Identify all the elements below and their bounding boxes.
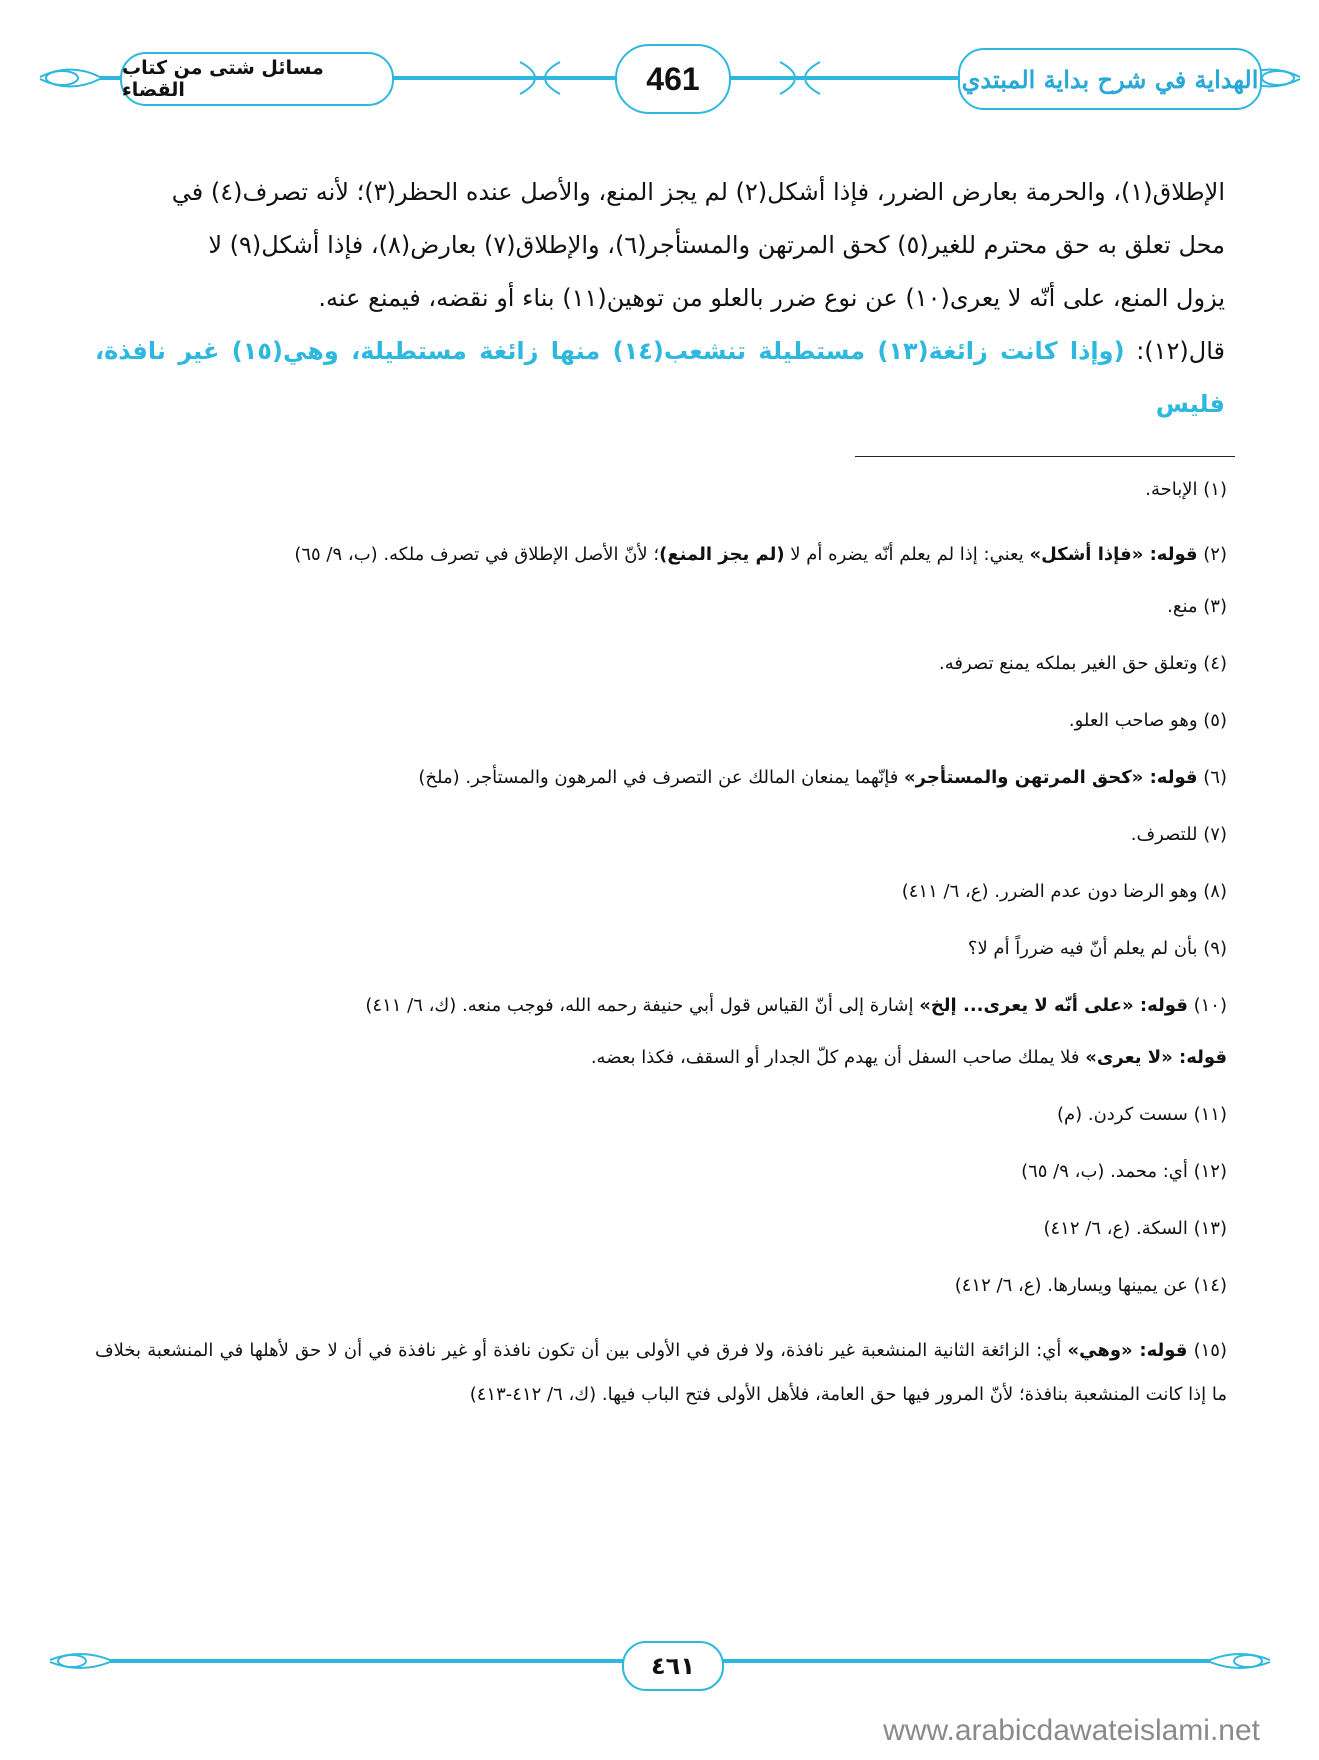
- footnote: [95, 1158, 1227, 1186]
- footnote-text: منع.: [1167, 596, 1198, 617]
- footnote-text: الإباحة.: [1145, 479, 1198, 500]
- footnote: [95, 878, 1227, 906]
- footnote: [95, 533, 1227, 577]
- footnote-lemma: قوله: «لا يعرى»: [1085, 1047, 1227, 1068]
- footnote: [95, 935, 1227, 963]
- footnote-number: (٩): [1203, 938, 1227, 959]
- footnote-number: (٧): [1203, 824, 1227, 845]
- main-text: [95, 166, 1225, 431]
- footnote-number: (٤): [1203, 653, 1227, 674]
- main-line: الإطلاق(١)، والحرمة بعارض الضرر، فإذا أشكل(٢) لم يجز المنع، والأصل عنده الحظر(٣)؛ لأنه تصرف(٤) في: [171, 178, 1225, 206]
- footnote-number: (١٤): [1193, 1275, 1227, 1296]
- footnote-lemma: قوله: «كحق المرتهن والمستأجر»: [904, 767, 1198, 788]
- footnote-text: سست كردن. (م): [1056, 1104, 1188, 1125]
- footnote-text: فلا يملك صاحب السفل أن يهدم كلّ الجدار أو السقف، فكذا بعضه.: [590, 1047, 1086, 1068]
- footnote-number: (٦): [1203, 767, 1227, 788]
- footnote-number: (١٠): [1193, 995, 1227, 1016]
- footnote-number: (١٢): [1193, 1161, 1227, 1182]
- page-number: 461: [615, 44, 731, 114]
- footnote: [95, 992, 1227, 1020]
- footnote: [95, 821, 1227, 849]
- footnote: [95, 764, 1227, 792]
- footnote-text: ؛ لأنّ الأصل الإطلاق في تصرف ملكه. (ب، ٩/ ٦٥): [294, 544, 660, 565]
- footnote-lemma: قوله: «فإذا أشكل»: [1029, 544, 1198, 565]
- chapter-title: مسائل شتى من كتاب القضاء: [120, 52, 394, 106]
- footnote-text: وهو صاحب العلو.: [1068, 710, 1198, 731]
- footnote-number: (٥): [1203, 710, 1227, 731]
- main-line: يزول المنع، على أنّه لا يعرى(١٠) عن نوع ضرر بالعلو من توهين(١١) بناء أو نقضه، فيمنع عنه.: [318, 284, 1225, 312]
- footnote-lemma: قوله: «وهي»: [1067, 1340, 1188, 1361]
- footnote: [95, 476, 1227, 504]
- footnote: [95, 1272, 1227, 1300]
- footnote-text: للتصرف.: [1130, 824, 1198, 845]
- footnote-number: (٢): [1203, 544, 1227, 565]
- footnote-number: (١٥): [1193, 1340, 1227, 1361]
- footnote-text: فإنّهما يمنعان المالك عن التصرف في المرهون والمستأجر. (ملخ): [418, 767, 905, 788]
- footnote-text: السكة. (ع، ٦/ ٤١٢): [1043, 1218, 1188, 1239]
- footnote: [95, 1329, 1227, 1417]
- footnote-text: إشارة إلى أنّ القياس قول أبي حنيفة رحمه الله، فوجب منعه. (ك، ٦/ ٤١١): [365, 995, 920, 1016]
- watermark-url: www.arabicdawateislami.net: [883, 1714, 1260, 1747]
- highlighted-matn: (وإذا كانت زائغة(١٣) مستطيلة تنشعب(١٤) منها زائغة مستطيلة، وهي(١٥) غير نافذة، فليس: [95, 337, 1225, 418]
- footnote-lemma: قوله: «على أنّه لا يعرى... إلخ»: [919, 995, 1188, 1016]
- footnote-text: عن يمينها ويسارها. (ع، ٦/ ٤١٢): [954, 1275, 1188, 1296]
- footnote-number: (٨): [1203, 881, 1227, 902]
- main-line: [95, 325, 1225, 431]
- footnote-text: وهو الرضا دون عدم الضرر. (ع، ٦/ ٤١١): [901, 881, 1198, 902]
- footnote-number: (١): [1203, 479, 1227, 500]
- footnote: [95, 707, 1227, 735]
- footnote-lemma: (لم يجز المنع): [659, 544, 785, 565]
- footnote-text: وتعلق حق الغير بملكه يمنع تصرفه.: [938, 653, 1198, 674]
- main-line: محل تعلق به حق محترم للغير(٥) كحق المرتهن والمستأجر(٦)، والإطلاق(٧) بعارض(٨)، فإذا أشكل(٩) لا: [208, 231, 1225, 259]
- footnote-text: بأن لم يعلم أنّ فيه ضرراً أم لا؟: [967, 938, 1198, 959]
- footnote: [95, 1101, 1227, 1129]
- main-line-prefix: قال(١٢):: [1136, 337, 1226, 365]
- footnote-text: يعني: إذا لم يعلم أنّه يضره أم لا: [784, 544, 1030, 565]
- footnotes: [95, 476, 1227, 1433]
- footnote-continuation: [95, 1044, 1227, 1072]
- footnote: [95, 650, 1227, 678]
- footnote-number: (١١): [1193, 1104, 1227, 1125]
- page-header: [0, 0, 1319, 130]
- footer-page-number: ٤٦١: [622, 1641, 724, 1691]
- footnote-number: (٣): [1203, 596, 1227, 617]
- footnote: [95, 1215, 1227, 1243]
- book-title: الهداية في شرح بداية المبتدي: [958, 48, 1262, 110]
- footnote-text: أي: محمد. (ب، ٩/ ٦٥): [1021, 1161, 1188, 1182]
- footnote-separator: [855, 456, 1235, 457]
- footnote-number: (١٣): [1193, 1218, 1227, 1239]
- footnote: [95, 593, 1227, 621]
- footnote-text: أي: الزائغة الثانية المنشعبة غير نافذة، ولا فرق في الأولى بين أن تكون نافذة أو غير نافذة في أن لا حق لأهلها في المنشعبة بخلاف ما إذا كانت المنشعبة بنافذة؛ لأنّ المرور فيها حق العامة، فلأهل الأولى فتح الباب فيها. (ك، ٦/ ٤١٢-٤١٣): [95, 1340, 1227, 1405]
